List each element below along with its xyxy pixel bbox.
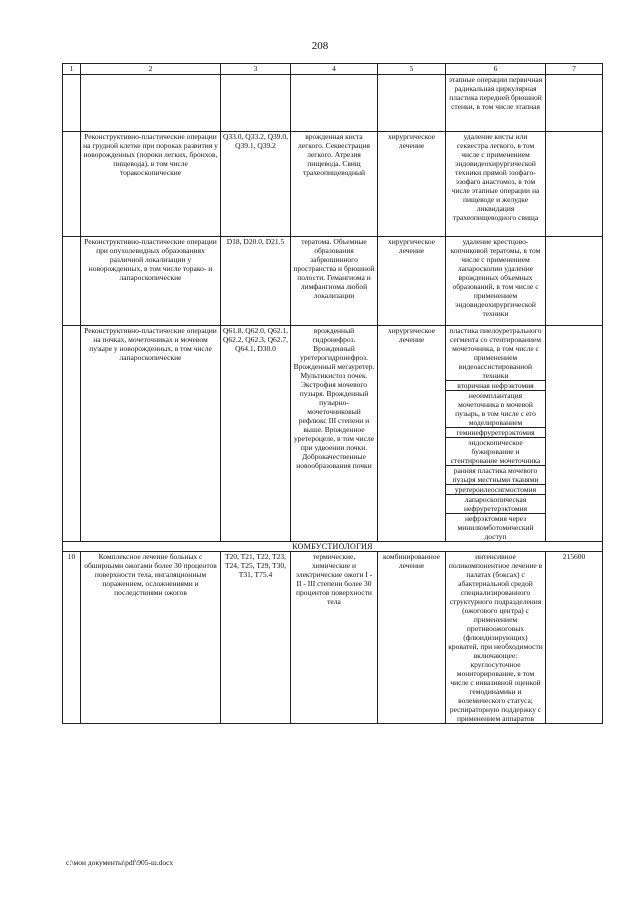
method-item: геминефруретерэктомия <box>446 428 545 438</box>
header-cell: 6 <box>446 64 546 75</box>
header-cell: 2 <box>81 64 221 75</box>
operation-cell: Реконструктивно-пластические операции при опухолевидных образованиях различной локализации у новорожденных, в том числе торако- и лапароскопические <box>81 237 221 326</box>
operation-cell: Комплексное лечение больных с обширными ожогами более 30 процентов поверхности тела, ингаляционным поражением, осложнениями и последствиями ожогов <box>81 552 221 724</box>
method-list-cell <box>446 326 546 542</box>
icd-codes-cell: D18, D20.0, D21.5 <box>221 237 291 326</box>
cost-cell: 215600 <box>546 552 603 724</box>
diagnosis-cell: термические, химические и электрические ожоги I - II - III степени более 30 процентов поверхности тела <box>291 552 378 724</box>
operation-cell: Реконструктивно-пластические операции на почках, мочеточниках и мочевом пузыре у новорожденных, в том числе лапароскопические <box>81 326 221 542</box>
treatment-type-cell: хирургическое лечение <box>378 132 446 237</box>
icd-codes-cell: Q61.8, Q62.0, Q62.1, Q62.2, Q62.3, Q62.7, Q64.1, D30.0 <box>221 326 291 542</box>
table-row <box>63 132 603 237</box>
section-row <box>63 542 603 552</box>
diagnosis-cell: врожденная киста легкого. Секвестрация легкого. Атрезия пищевода. Свищ трахеопищеводный <box>291 132 378 237</box>
diagnosis-cell: тератома. Объемные образования забрюшинного пространства и брюшной полости. Гемангиома и лимфангиома любой локализации <box>291 237 378 326</box>
header-cell: 1 <box>63 64 81 75</box>
method-item: уретероилеосигмостомия <box>446 485 545 495</box>
method-item: ранняя пластика мочевого пузыря местными тканями <box>446 466 545 485</box>
method-item: эндоскопическое бужирование и стентирование мочеточника <box>446 438 545 466</box>
method-cell: интенсивное поликомпонентное лечение в палатах (боксах) с абактериальной средой специализированного структурного подразделения (ожогового центра) с применением противоожоговых (флюидизирующих) кроватей, при необходимости включающее: круглосуточное мониторирование, в том числе с инвазивной оценкой гемодинамики и волемического статуса; респираторную поддержку с применением аппаратов <box>446 552 546 724</box>
header-cell: 4 <box>291 64 378 75</box>
file-path-footer: c:\мои документы\pdf\905-ш.docx <box>66 858 174 867</box>
table-header-row <box>63 64 603 75</box>
operation-cell: Реконструктивно-пластические операции на грудной клетке при пороках развития у новорожденных (пороки легких, бронхов, пищевода), в том числе торакоскопические <box>81 132 221 237</box>
diagnosis-cell: врожденный гидронефроз. Врожденный уретерогидронефроз. Врожденный мегауретер. Мультикистоз почек. Экстрофия мочевого пузыря. Врожденный пузырно-мочеточниковый рефлюкс III степени и выше. Врожденное уретероцеле, в том числе при удвоении почки. Доброкачественные новообразования почки <box>291 326 378 542</box>
treatment-type-cell: хирургическое лечение <box>378 326 446 542</box>
page-number: 208 <box>311 40 329 52</box>
method-cell: удаление кисты или секвестра легкого, в том числе с применением эндовидеохирургической техники прямой эзофаго-эзофаго анастомоз, в том числе этапные операции на пищеводе и желудке ликвидация трахеопищеводного свища <box>446 132 546 237</box>
table-row <box>63 326 603 542</box>
method-item: неоимплантация мочеточника в мочевой пузырь, в том числе с его моделированием <box>446 391 545 428</box>
treatment-type-cell: комбинированное лечение <box>378 552 446 724</box>
treatment-type-cell: хирургическое лечение <box>378 237 446 326</box>
header-cell: 7 <box>546 64 603 75</box>
medical-care-table <box>62 63 603 724</box>
icd-codes-cell: Q33.0, Q33.2, Q39.0, Q39.1, Q39.2 <box>221 132 291 237</box>
header-cell: 5 <box>378 64 446 75</box>
icd-codes-cell: T20, T21, T22, T23, T24, T25, T29, T30, T31, T75.4 <box>221 552 291 724</box>
method-item: вторичная нефрэктомия <box>446 381 545 391</box>
method-item: пластика пиелоуретрального сегмента со стентированием мочеточника, в том числе с применением видеоассистированной техники <box>446 326 545 381</box>
table-row <box>63 237 603 326</box>
table-row <box>63 75 603 132</box>
table-row <box>63 552 603 724</box>
header-cell: 3 <box>221 64 291 75</box>
section-title: КОМБУСТИОЛОГИЯ <box>63 542 603 552</box>
row-number-cell: 10 <box>63 552 81 724</box>
method-item: лапароскопическая нефруретерэктомия <box>446 495 545 514</box>
method-cell: этапные операции первичная радикальная циркулярная пластика передней брюшной стенки, в том числе этапная <box>446 75 546 132</box>
method-cell: удаление крестцово-копчиковой тератомы, в том числе с применением лапароскопии удаление врожденных объемных образований, в том числе с применением эндовидеохирургической техники <box>446 237 546 326</box>
method-item: нефрэктомия через минилюмботомический доступ <box>457 514 534 541</box>
